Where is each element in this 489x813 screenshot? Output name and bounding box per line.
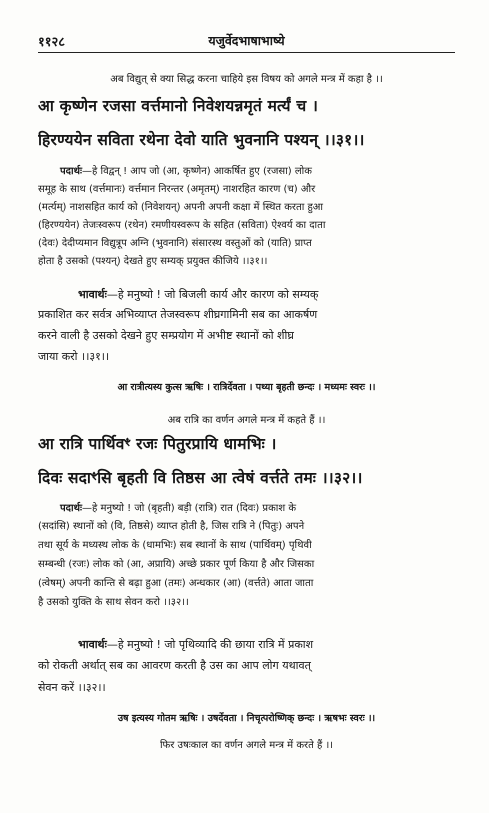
padartha-line: (देवः) देदीप्यमान विद्युत्रूप अग्नि (भुवनानि) संसारस्थ वस्तुओं को (याति) प्राप्त <box>38 238 312 249</box>
padartha-line: समूह के साथ (वर्त्तमानः) वर्त्तमान निरन्तर (अमृतम्) नाशरहित कारण (च) और <box>38 184 316 195</box>
intro-line: अब विद्युत् से क्या सिद्ध करना चाहिये इस विषय को अगले मन्त्र में कहा है ।। <box>110 74 383 85</box>
mantra-line: हिरण्ययेन सविता रथेना देवो याति भुवनानि पश्यन् ।।३१।। <box>38 131 365 149</box>
bhavartha-line <box>38 635 455 655</box>
mantra-line: आ कृष्णेन रजसा वर्त्तमानो निवेशयन्नमृतं मर्त्यं च । <box>38 97 319 115</box>
running-title: यजुर्वेदभाषाभाष्ये <box>208 33 285 48</box>
bhavartha-label: भावार्थः <box>78 288 107 301</box>
padartha-label: पदार्थः <box>60 166 82 177</box>
padartha-line <box>38 163 455 181</box>
intro-line: फिर उषःकाल का वर्णन अगले मन्त्र में करते हैं ।। <box>159 740 334 751</box>
bhavartha-line <box>38 285 455 305</box>
bhavartha-line: को रोकती अर्थात् सब का आवरण करती है उस का आप लोग यथावत् <box>38 659 311 672</box>
padartha-line: सम्बन्धी (रजः) लोक को (आ, अप्रायि) अच्छे प्रकार पूर्ण किया है और जिसका <box>38 559 315 570</box>
bhavartha-line: सेवन करें ।।३२।। <box>38 681 106 694</box>
padartha-line: तथा सूर्य के मध्यस्थ लोक के (धामभिः) सब स्थानों के साथ (पार्थिवम्) पृथिवी <box>38 540 312 551</box>
padartha-line: (मर्त्यम्) नाशसहित कार्य को (निवेशयन्) अपनी अपनी कक्षा में स्थित करता हुआ <box>38 202 324 213</box>
padartha-line: है उसको युक्ति के साथ सेवन करो ।।३२।। <box>38 597 189 608</box>
padartha-text: —हे विद्वन् ! आप जो (आ, कृष्णेन) आकर्षित हुए (रजसा) लोक <box>82 166 312 177</box>
devata-chhanda-line: उष इत्यस्य गोतम ऋषिः । उषर्देवता । निचृत्परोष्णिक् छन्दः । ऋषभः स्वरः ।। <box>117 713 376 724</box>
padartha-line: (त्वेषम्) अपनी कान्ति से बढ़ा हुआ (तमः) अन्धकार (आ) (वर्त्तते) आता जाता <box>38 578 314 589</box>
padartha-line <box>38 500 455 518</box>
intro-line: अब रात्रि का वर्णन अगले मन्त्र में कहते हैं ।। <box>167 415 326 426</box>
mantra-line: दिवः सदाꣳसि बृहती वि तिष्ठस आ त्वेषं वर्त्तते तमः ।।३२।। <box>38 469 363 487</box>
bhavartha-label: भावार्थः <box>78 638 107 651</box>
padartha-line: (हिरण्ययेन) तेजःस्वरूप (रथेन) रमणीयस्वरूप के सहित (सविता) ऐश्वर्य का दाता <box>38 220 326 231</box>
bhavartha-line: करने वाली है उसको देखने हुए सम्प्रयोग में अभीष्ट स्थानों को शीघ्र <box>38 329 294 342</box>
page-number: ११२८ <box>38 35 66 50</box>
padartha-line: (सदांसि) स्थानों को (वि, तिष्ठसे) व्याप्त होती है, जिस रात्रि ने (पितुः) अपने <box>38 521 305 532</box>
padartha-text: —हे मनुष्यो ! जो (बृहती) बड़ी (रात्रि) रात (दिवः) प्रकाश के <box>82 503 297 514</box>
bhavartha-text: —हे मनुष्यो ! जो पृथिव्यादि की छाया रात्रि में प्रकाश <box>106 638 314 651</box>
page-header <box>38 30 455 53</box>
padartha-line: होता है उसको (पश्यन्) देखते हुए सम्यक् प्रयुक्त कीजिये ।।३१।। <box>38 256 268 267</box>
bhavartha-line: जाया करो ।।३१।। <box>38 350 110 363</box>
bhavartha-line: प्रकाशित कर सर्वत्र अभिव्याप्त तेजस्वरूप शीघ्रगामिनी सब का आकर्षण <box>38 308 318 321</box>
padartha-label: पदार्थः <box>60 503 82 514</box>
mantra-line: आ रात्रि पार्थिवꣳ रजः पितुरप्रायि धामभिः । <box>38 435 277 453</box>
bhavartha-text: —हे मनुष्यो ! जो बिजली कार्य और कारण को सम्यक् <box>106 288 319 301</box>
devata-chhanda-line: आ रात्रीत्यस्य कुत्स ऋषिः । रात्रिर्देवता । पथ्या बृहती छन्दः । मध्यमः स्वरः ।। <box>117 382 376 393</box>
